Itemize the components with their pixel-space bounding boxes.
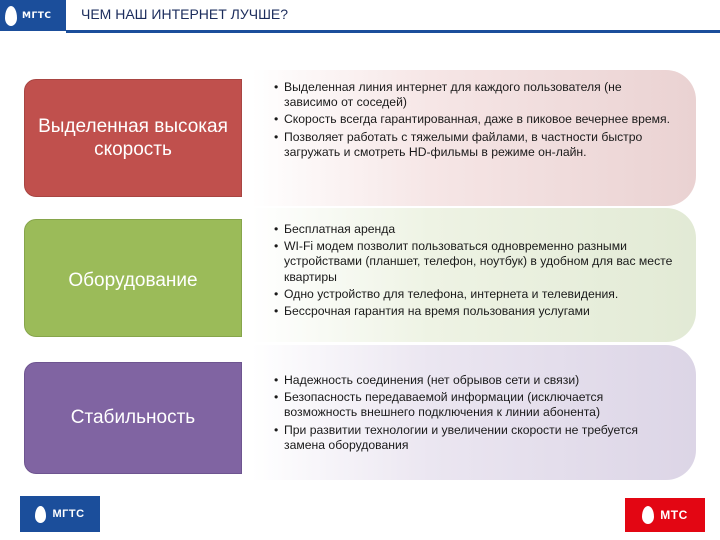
equipment-bullet-list xyxy=(274,222,678,319)
mgts-drop-icon xyxy=(35,506,46,523)
category-equipment-label: Оборудование xyxy=(68,270,198,291)
page-title: ЧЕМ НАШ ИНТЕРНЕТ ЛУЧШЕ? xyxy=(81,6,289,22)
list-item: • Одно устройство для телефона, интернета и телевидения. xyxy=(274,287,678,302)
list-item: • Надежность соединения (нет обрывов сети и связи) xyxy=(274,373,678,388)
header-divider xyxy=(66,30,720,33)
category-equipment xyxy=(24,219,242,337)
list-item: • Выделенная линия интернет для каждого пользователя (не зависимо от соседей) xyxy=(274,80,678,110)
list-item: • Бессрочная гарантия на время пользования услугами xyxy=(274,304,678,319)
mgts-drop-icon xyxy=(5,6,17,26)
mts-logo xyxy=(625,498,705,532)
mgts-logo-top xyxy=(0,0,66,31)
category-stability-label: Стабильность xyxy=(70,407,196,428)
panel-stability xyxy=(252,345,696,480)
category-speed xyxy=(24,79,242,197)
list-item: • Позволяет работать с тяжелыми файлами, в частности быстро загружать и смотреть HD-фильмы в режиме он-лайн. xyxy=(274,130,678,160)
category-speed-label: Выделенная высокая скорость xyxy=(38,116,228,160)
stability-bullet-list xyxy=(274,373,678,453)
mts-egg-icon xyxy=(642,506,654,524)
mgts-logo-text: МГТС xyxy=(22,10,52,21)
list-item: • Безопасность передаваемой информации (исключается возможность внешнего подключения к линии абонента) xyxy=(274,390,678,420)
list-item: • При развитии технологии и увеличении скорости не требуется замена оборудования xyxy=(274,423,678,453)
list-item: • WI-Fi модем позволит пользоваться одновременно разными устройствами (планшет, телефон, ноутбук) в удобном для вас месте квартиры xyxy=(274,239,678,285)
category-stability xyxy=(24,362,242,474)
speed-bullet-list xyxy=(274,80,678,160)
list-item: • Скорость всегда гарантированная, даже в пиковое вечернее время. xyxy=(274,112,678,127)
list-item: • Бесплатная аренда xyxy=(274,222,678,237)
panel-speed xyxy=(252,70,696,206)
mgts-logo-bottom xyxy=(20,496,100,532)
mgts-logo-text: МГТС xyxy=(52,508,85,520)
panel-equipment xyxy=(252,208,696,342)
mts-logo-text: МТС xyxy=(660,508,688,522)
